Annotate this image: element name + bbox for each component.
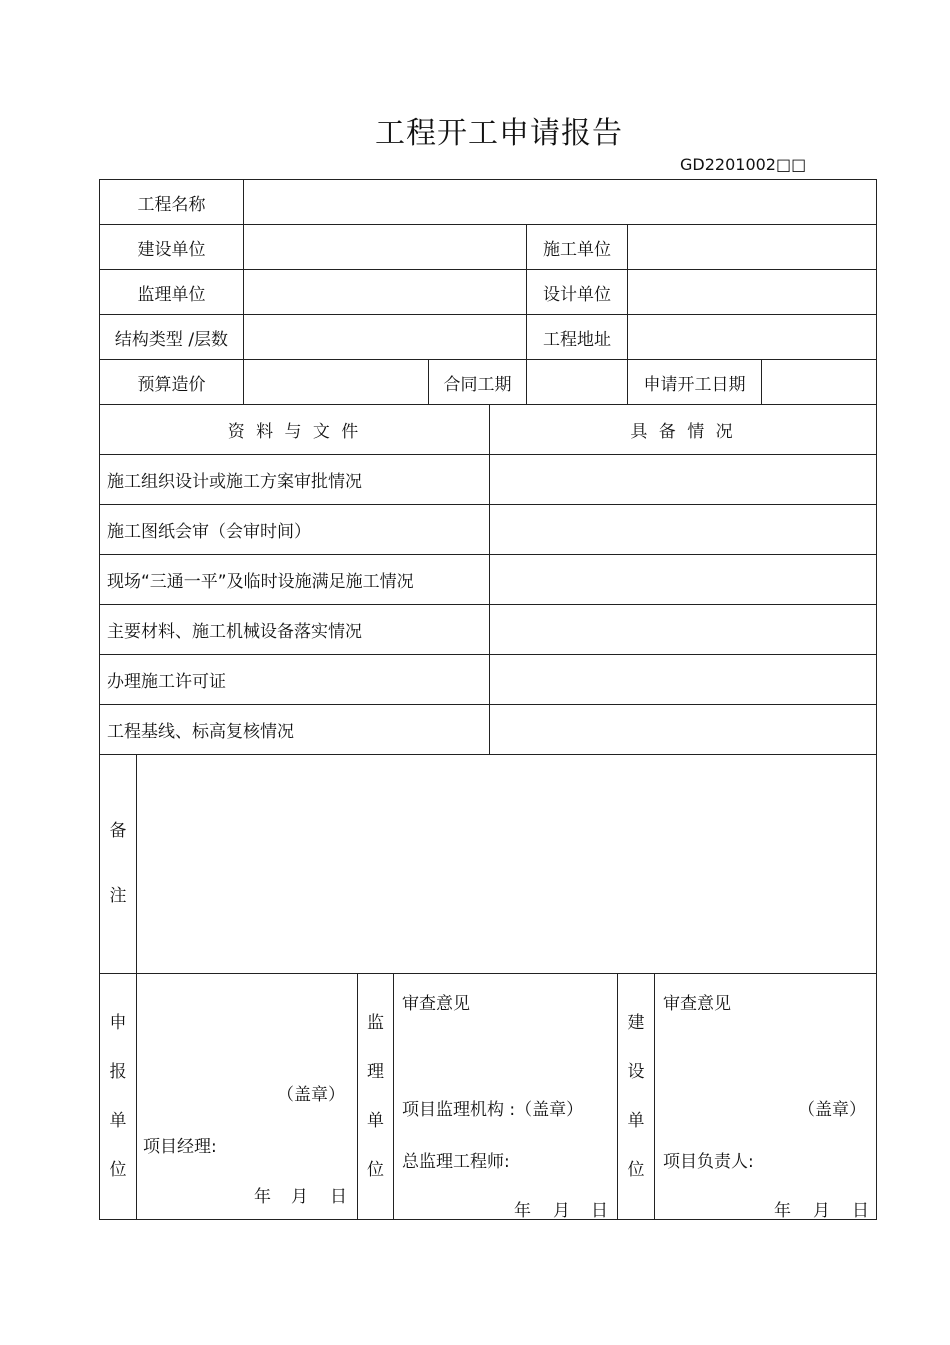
supervision-char: 位 xyxy=(367,1159,384,1180)
project-name-label: 工程名称 xyxy=(100,180,244,225)
project-name-field[interactable] xyxy=(244,180,877,225)
designer-label: 设计单位 xyxy=(527,270,628,315)
doc-item: 现场“三通一平”及临时设施满足施工情况 xyxy=(100,555,490,605)
supervision-char: 理 xyxy=(367,1061,384,1082)
builder-label: 建设单位 xyxy=(100,225,244,270)
doc-item: 施工图纸会审（会审时间） xyxy=(100,505,490,555)
owner-opinion-label: 审查意见 xyxy=(663,994,731,1014)
project-leader-label: 项目负责人: xyxy=(663,1152,754,1172)
doc-status-field[interactable] xyxy=(490,655,877,705)
date-month: 月 xyxy=(291,1187,308,1207)
doc-item: 主要材料、施工机械设备落实情况 xyxy=(100,605,490,655)
supervision-opinion-label: 审查意见 xyxy=(402,994,470,1014)
date-month: 月 xyxy=(553,1201,570,1221)
doc-status-field[interactable] xyxy=(490,455,877,505)
date-year: 年 xyxy=(514,1201,531,1221)
structure-label: 结构类型 /层数 xyxy=(100,315,244,360)
contract-period-label: 合同工期 xyxy=(429,360,527,405)
supervision-char: 单 xyxy=(367,1110,384,1131)
doc-item: 工程基线、标高复核情况 xyxy=(100,705,490,755)
doc-item: 办理施工许可证 xyxy=(100,655,490,705)
owner-seal: （盖章） xyxy=(798,1100,866,1120)
application-table xyxy=(99,179,877,1220)
page-title: 工程开工申请报告 xyxy=(375,116,623,151)
designer-field[interactable] xyxy=(628,270,877,315)
owner-char: 建 xyxy=(627,1012,645,1033)
budget-field[interactable] xyxy=(244,360,429,405)
applicant-char: 报 xyxy=(109,1061,127,1082)
remarks-char: 注 xyxy=(109,886,127,906)
owner-char: 位 xyxy=(627,1159,645,1180)
applicant-label xyxy=(100,974,137,1220)
doc-status-field[interactable] xyxy=(490,555,877,605)
date-month: 月 xyxy=(813,1201,830,1221)
address-label: 工程地址 xyxy=(527,315,628,360)
doc-item: 施工组织设计或施工方案审批情况 xyxy=(100,455,490,505)
budget-label: 预算造价 xyxy=(100,360,244,405)
owner-sign-area[interactable] xyxy=(655,974,877,1220)
owner-char: 单 xyxy=(627,1110,645,1131)
date-year: 年 xyxy=(774,1201,791,1221)
project-manager-label: 项目经理: xyxy=(143,1137,217,1157)
date-day: 日 xyxy=(330,1187,347,1207)
apply-date-label: 申请开工日期 xyxy=(628,360,762,405)
doc-status-field[interactable] xyxy=(490,705,877,755)
applicant-seal: （盖章） xyxy=(277,1085,345,1105)
docs-header-left: 资 料 与 文 件 xyxy=(100,405,490,455)
doc-status-field[interactable] xyxy=(490,505,877,555)
contractor-label: 施工单位 xyxy=(527,225,628,270)
applicant-sign-area[interactable] xyxy=(137,974,358,1220)
supervisor-label: 监理单位 xyxy=(100,270,244,315)
builder-field[interactable] xyxy=(244,225,527,270)
supervision-org-seal: 项目监理机构 :（盖章） xyxy=(402,1100,584,1120)
doc-status-field[interactable] xyxy=(490,605,877,655)
contract-period-field[interactable] xyxy=(527,360,628,405)
owner-label xyxy=(618,974,655,1220)
applicant-char: 位 xyxy=(109,1159,127,1180)
supervision-char: 监 xyxy=(367,1012,384,1033)
owner-char: 设 xyxy=(627,1061,645,1082)
supervision-label xyxy=(358,974,394,1220)
applicant-char: 申 xyxy=(109,1012,127,1033)
remarks-field[interactable] xyxy=(137,755,877,974)
date-year: 年 xyxy=(254,1187,271,1207)
remarks-label xyxy=(100,755,137,974)
remarks-char: 备 xyxy=(109,821,127,841)
structure-field[interactable] xyxy=(244,315,527,360)
applicant-char: 单 xyxy=(109,1110,127,1131)
supervision-sign-area[interactable] xyxy=(394,974,618,1220)
docs-header-right: 具 备 情 况 xyxy=(490,405,877,455)
date-day: 日 xyxy=(591,1201,608,1221)
contractor-field[interactable] xyxy=(628,225,877,270)
address-field[interactable] xyxy=(628,315,877,360)
date-day: 日 xyxy=(852,1201,869,1221)
apply-date-field[interactable] xyxy=(762,360,877,405)
form-code: GD2201002□□ xyxy=(680,155,807,174)
supervisor-field[interactable] xyxy=(244,270,527,315)
chief-engineer-label: 总监理工程师: xyxy=(402,1152,510,1172)
